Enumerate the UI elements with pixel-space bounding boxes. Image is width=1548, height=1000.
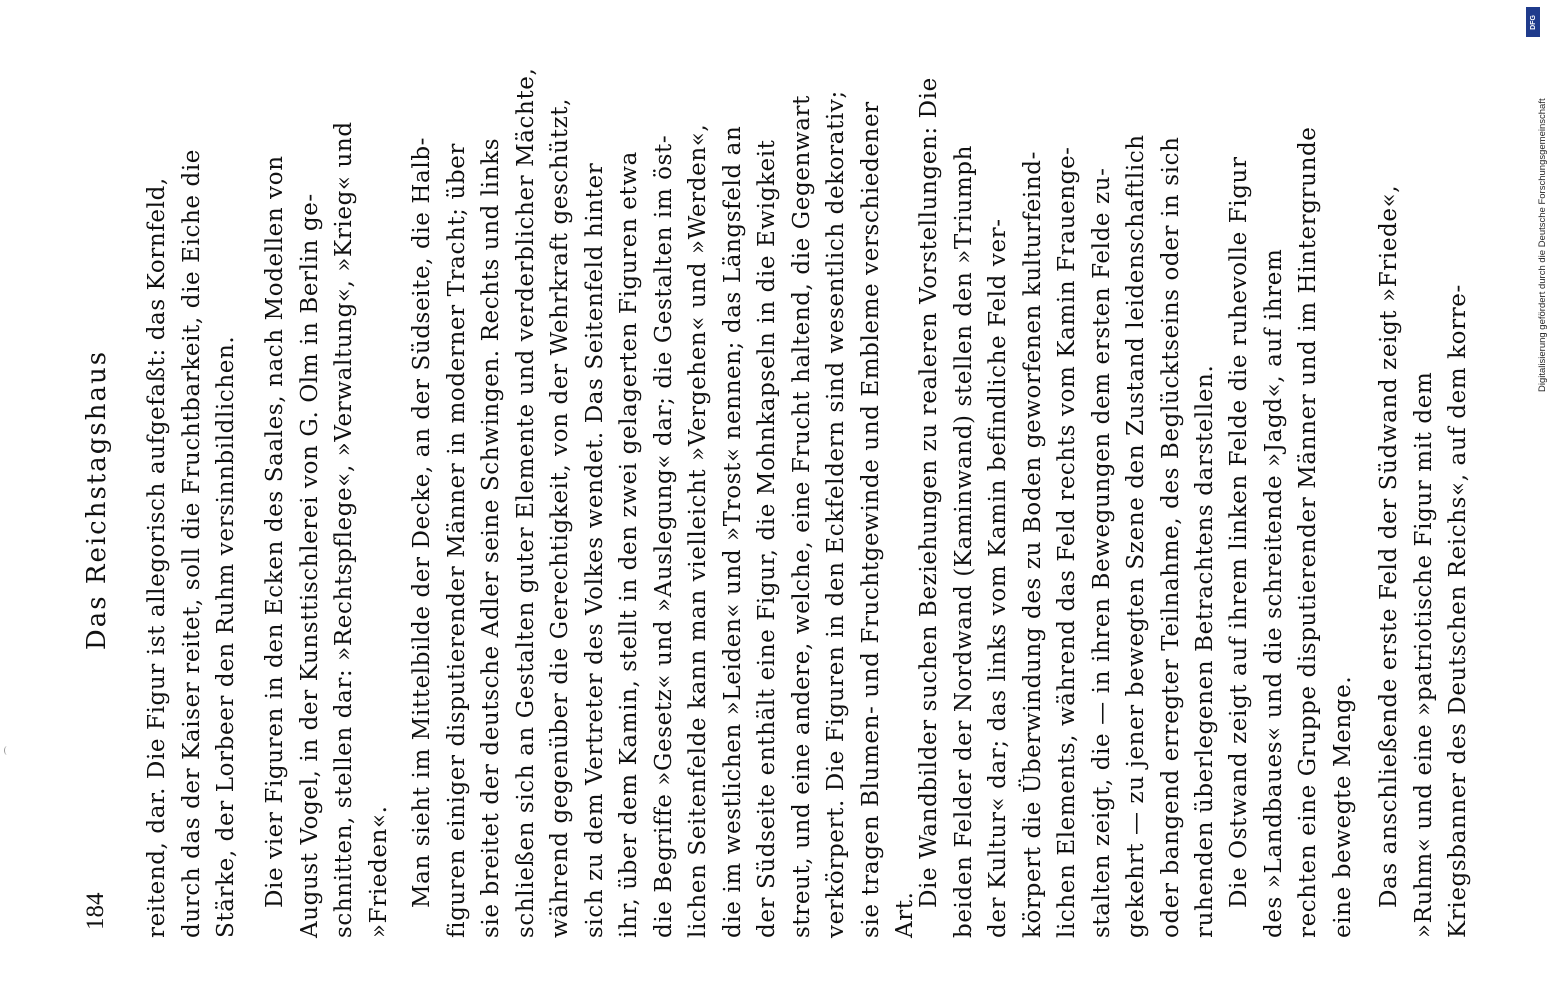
text-line: schnitten, stellen dar: »Rechtspflege«, »Verwaltung«, »Krieg« und bbox=[331, 121, 357, 938]
text-line: die Begriffe »Gesetz« und »Auslegung« dar; die Gestalten im öst- bbox=[650, 134, 677, 938]
text-line: die im westlichen »Leiden« und »Trost« nennen; das Längsfeld an bbox=[719, 125, 746, 938]
text-line: sich zu dem Vertreter des Volkes wendet. Das Seitenfeld hinter bbox=[581, 162, 608, 938]
text-line: sie breitet der deutsche Adler seine Schwingen. Rechts und links bbox=[478, 137, 504, 938]
text-line: rechten eine Gruppe disputierender Männer und im Hintergrunde bbox=[1295, 126, 1321, 938]
text-line: schließen sich an Gestalten guter Elemente und verderblicher Mächte, bbox=[512, 67, 539, 938]
text-line: gekehrt — zu jener bewegten Szene den Zustand leidenschaftlich bbox=[1123, 134, 1149, 938]
text-line: Das anschließende erste Feld der Südwand zeigt »Friede«, bbox=[1376, 184, 1402, 908]
digitisation-credit: Digitalisierung gefördert durch die Deutsche Forschungsgemeinschaft bbox=[1537, 98, 1548, 392]
text-line: des »Landbaues« und die schreitende »Jagd«, auf ihrem bbox=[1260, 248, 1287, 938]
text-line: Die vier Figuren in den Ecken des Saales, nach Modellen von bbox=[262, 155, 288, 908]
text-line: reitend, dar. Die Figur ist allegorisch aufgefaßt: das Kornfeld, bbox=[144, 177, 170, 938]
text-line: ihr, über dem Kamin, stellt in den zwei gelagerten Figuren etwa bbox=[616, 151, 642, 938]
text-line: Art. bbox=[892, 891, 918, 938]
text-line: lichen Seitenfelde kann man vielleicht »Vergehen« und »Werden«, bbox=[685, 123, 711, 938]
text-line: oder bangend erregter Teilnahme, des Beglücktseins oder in sich bbox=[1157, 136, 1184, 938]
text-line: streut, und eine andere, welche, eine Frucht haltend, die Gegenwart bbox=[788, 95, 815, 938]
running-head: Das Reichstagshaus bbox=[82, 349, 112, 651]
text-line: ruhenden überlegenen Betrachtens darstellen. bbox=[1192, 364, 1218, 938]
dfg-logo: DFG bbox=[1526, 7, 1540, 37]
text-line: beiden Felder der Nordwand (Kaminwand) stellen den »Triumph bbox=[950, 145, 977, 938]
text-line: August Vogel, in der Kunsttischlerei von G. Olm in Berlin ge- bbox=[296, 193, 323, 938]
text-line: »Frieden«. bbox=[365, 805, 392, 938]
paragraph-5 bbox=[1222, 88, 1360, 938]
text-line: Man sieht im Mittelbilde der Decke, an der Südseite, die Halb- bbox=[409, 136, 435, 908]
text-line: eine bewegte Menge. bbox=[1329, 675, 1356, 938]
text-line: der Südseite enthält eine Figur, die Mohnkapseln in die Ewigkeit bbox=[754, 139, 780, 938]
text-line: durch das der Kaiser reitet, soll die Fruchtbarkeit, die Eiche die bbox=[178, 148, 205, 938]
page-number: 184 bbox=[82, 892, 109, 930]
text-line: während gegenüber die Gerechtigkeit, von der Wehrkraft geschützt, bbox=[547, 97, 573, 938]
text-line: verkörpert. Die Figuren in den Eckfeldern sind wesentlich dekorativ; bbox=[823, 90, 849, 938]
paragraph-1 bbox=[140, 88, 244, 938]
paragraph-6 bbox=[1372, 88, 1476, 938]
text-line: lichen Elements, während das Feld rechts vom Kamin Frauenge- bbox=[1054, 146, 1080, 938]
scan-artifact bbox=[4, 746, 10, 755]
paragraph-4 bbox=[912, 77, 1223, 938]
text-line: figuren einiger disputierender Männer in moderner Tracht; über bbox=[443, 143, 470, 938]
text-line: Die Wandbilder suchen Beziehungen zu realeren Vorstellungen: Die bbox=[916, 77, 942, 908]
text-line: Kriegsbanner des Deutschen Reichs«, auf dem korre- bbox=[1445, 284, 1471, 938]
text-line: »Ruhm« und eine »patriotische Figur mit dem bbox=[1410, 371, 1437, 938]
text-line: sie tragen Blumen- und Fruchtgewinde und Embleme verschiedener bbox=[857, 101, 884, 938]
text-line: stalten zeigt, die — in ihren Bewegungen dem ersten Felde zu- bbox=[1088, 167, 1115, 938]
text-line: körpert die Überwindung des zu Boden geworfenen kulturfeind- bbox=[1019, 151, 1046, 938]
text-line: Die Ostwand zeigt auf ihrem linken Felde die ruhevolle Figur bbox=[1226, 156, 1252, 908]
text-line: der Kultur« dar; das links vom Kamin befindliche Feld ver- bbox=[985, 218, 1011, 938]
text-line: Stärke, der Lorbeer den Ruhm versinnbildlichen. bbox=[213, 335, 239, 938]
paragraph-3 bbox=[405, 67, 923, 938]
paragraph-2 bbox=[258, 88, 396, 938]
